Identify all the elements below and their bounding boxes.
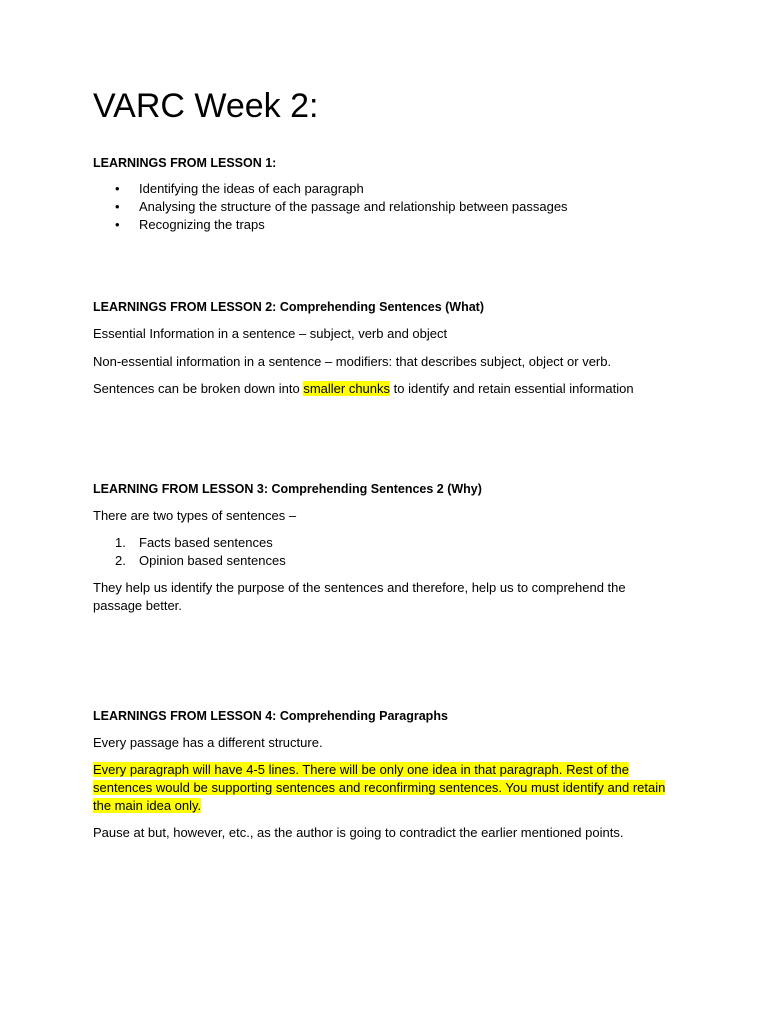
document-title: VARC Week 2:: [93, 87, 319, 125]
lesson3-conclusion: They help us identify the purpose of the sentences and therefore, help us to comprehend the passage better.: [93, 580, 626, 613]
list-item: [93, 180, 568, 198]
list-item: [93, 552, 286, 570]
bullet-icon: •: [115, 181, 120, 196]
lesson4-paragraph-main-idea: [93, 761, 675, 815]
lesson3-numbered-list: [93, 534, 286, 570]
lesson2-paragraph-essential: Essential Information in a sentence – subject, verb and object: [93, 326, 448, 341]
list-number: 1.: [115, 535, 126, 550]
bullet-icon: •: [115, 217, 120, 232]
lesson4-paragraph-contradiction: Pause at but, however, etc., as the author is going to contradict the earlier mentioned points.: [93, 825, 624, 840]
list-item: [93, 216, 568, 234]
list-item-text: Recognizing the traps: [139, 217, 265, 232]
list-item-text: Facts based sentences: [139, 535, 273, 550]
lesson1-heading: LEARNINGS FROM LESSON 1:: [93, 156, 277, 170]
lesson2-paragraph-nonessential: Non-essential information in a sentence – modifiers: that describes subject, object or verb.: [93, 354, 612, 369]
lesson1-bullet-list: [93, 180, 568, 234]
lesson2-heading: LEARNINGS FROM LESSON 2: Comprehending Sentences (What): [93, 300, 484, 314]
list-item-text: Identifying the ideas of each paragraph: [139, 181, 364, 196]
text-run: to identify and retain essential information: [390, 381, 634, 396]
list-item-text: Analysing the structure of the passage and relationship between passages: [139, 199, 568, 214]
lesson3-intro: There are two types of sentences –: [93, 508, 297, 523]
highlighted-text: Every paragraph will have 4-5 lines. There will be only one idea in that paragraph. Rest of the sentences would be supporting sentences and reconfirming sentences. You must identify and retain the main idea only.: [93, 762, 666, 813]
list-number: 2.: [115, 553, 126, 568]
text-run: Sentences can be broken down into: [93, 381, 304, 396]
list-item: [93, 198, 568, 216]
list-item: [93, 534, 286, 552]
lesson4-paragraph-structure: Every passage has a different structure.: [93, 735, 323, 750]
lesson2-paragraph-chunks: [93, 380, 678, 398]
lesson4-heading: LEARNINGS FROM LESSON 4: Comprehending Paragraphs: [93, 709, 448, 723]
lesson3-heading: LEARNING FROM LESSON 3: Comprehending Sentences 2 (Why): [93, 482, 482, 496]
highlighted-text: smaller chunks: [303, 381, 391, 396]
bullet-icon: •: [115, 199, 120, 214]
list-item-text: Opinion based sentences: [139, 553, 286, 568]
